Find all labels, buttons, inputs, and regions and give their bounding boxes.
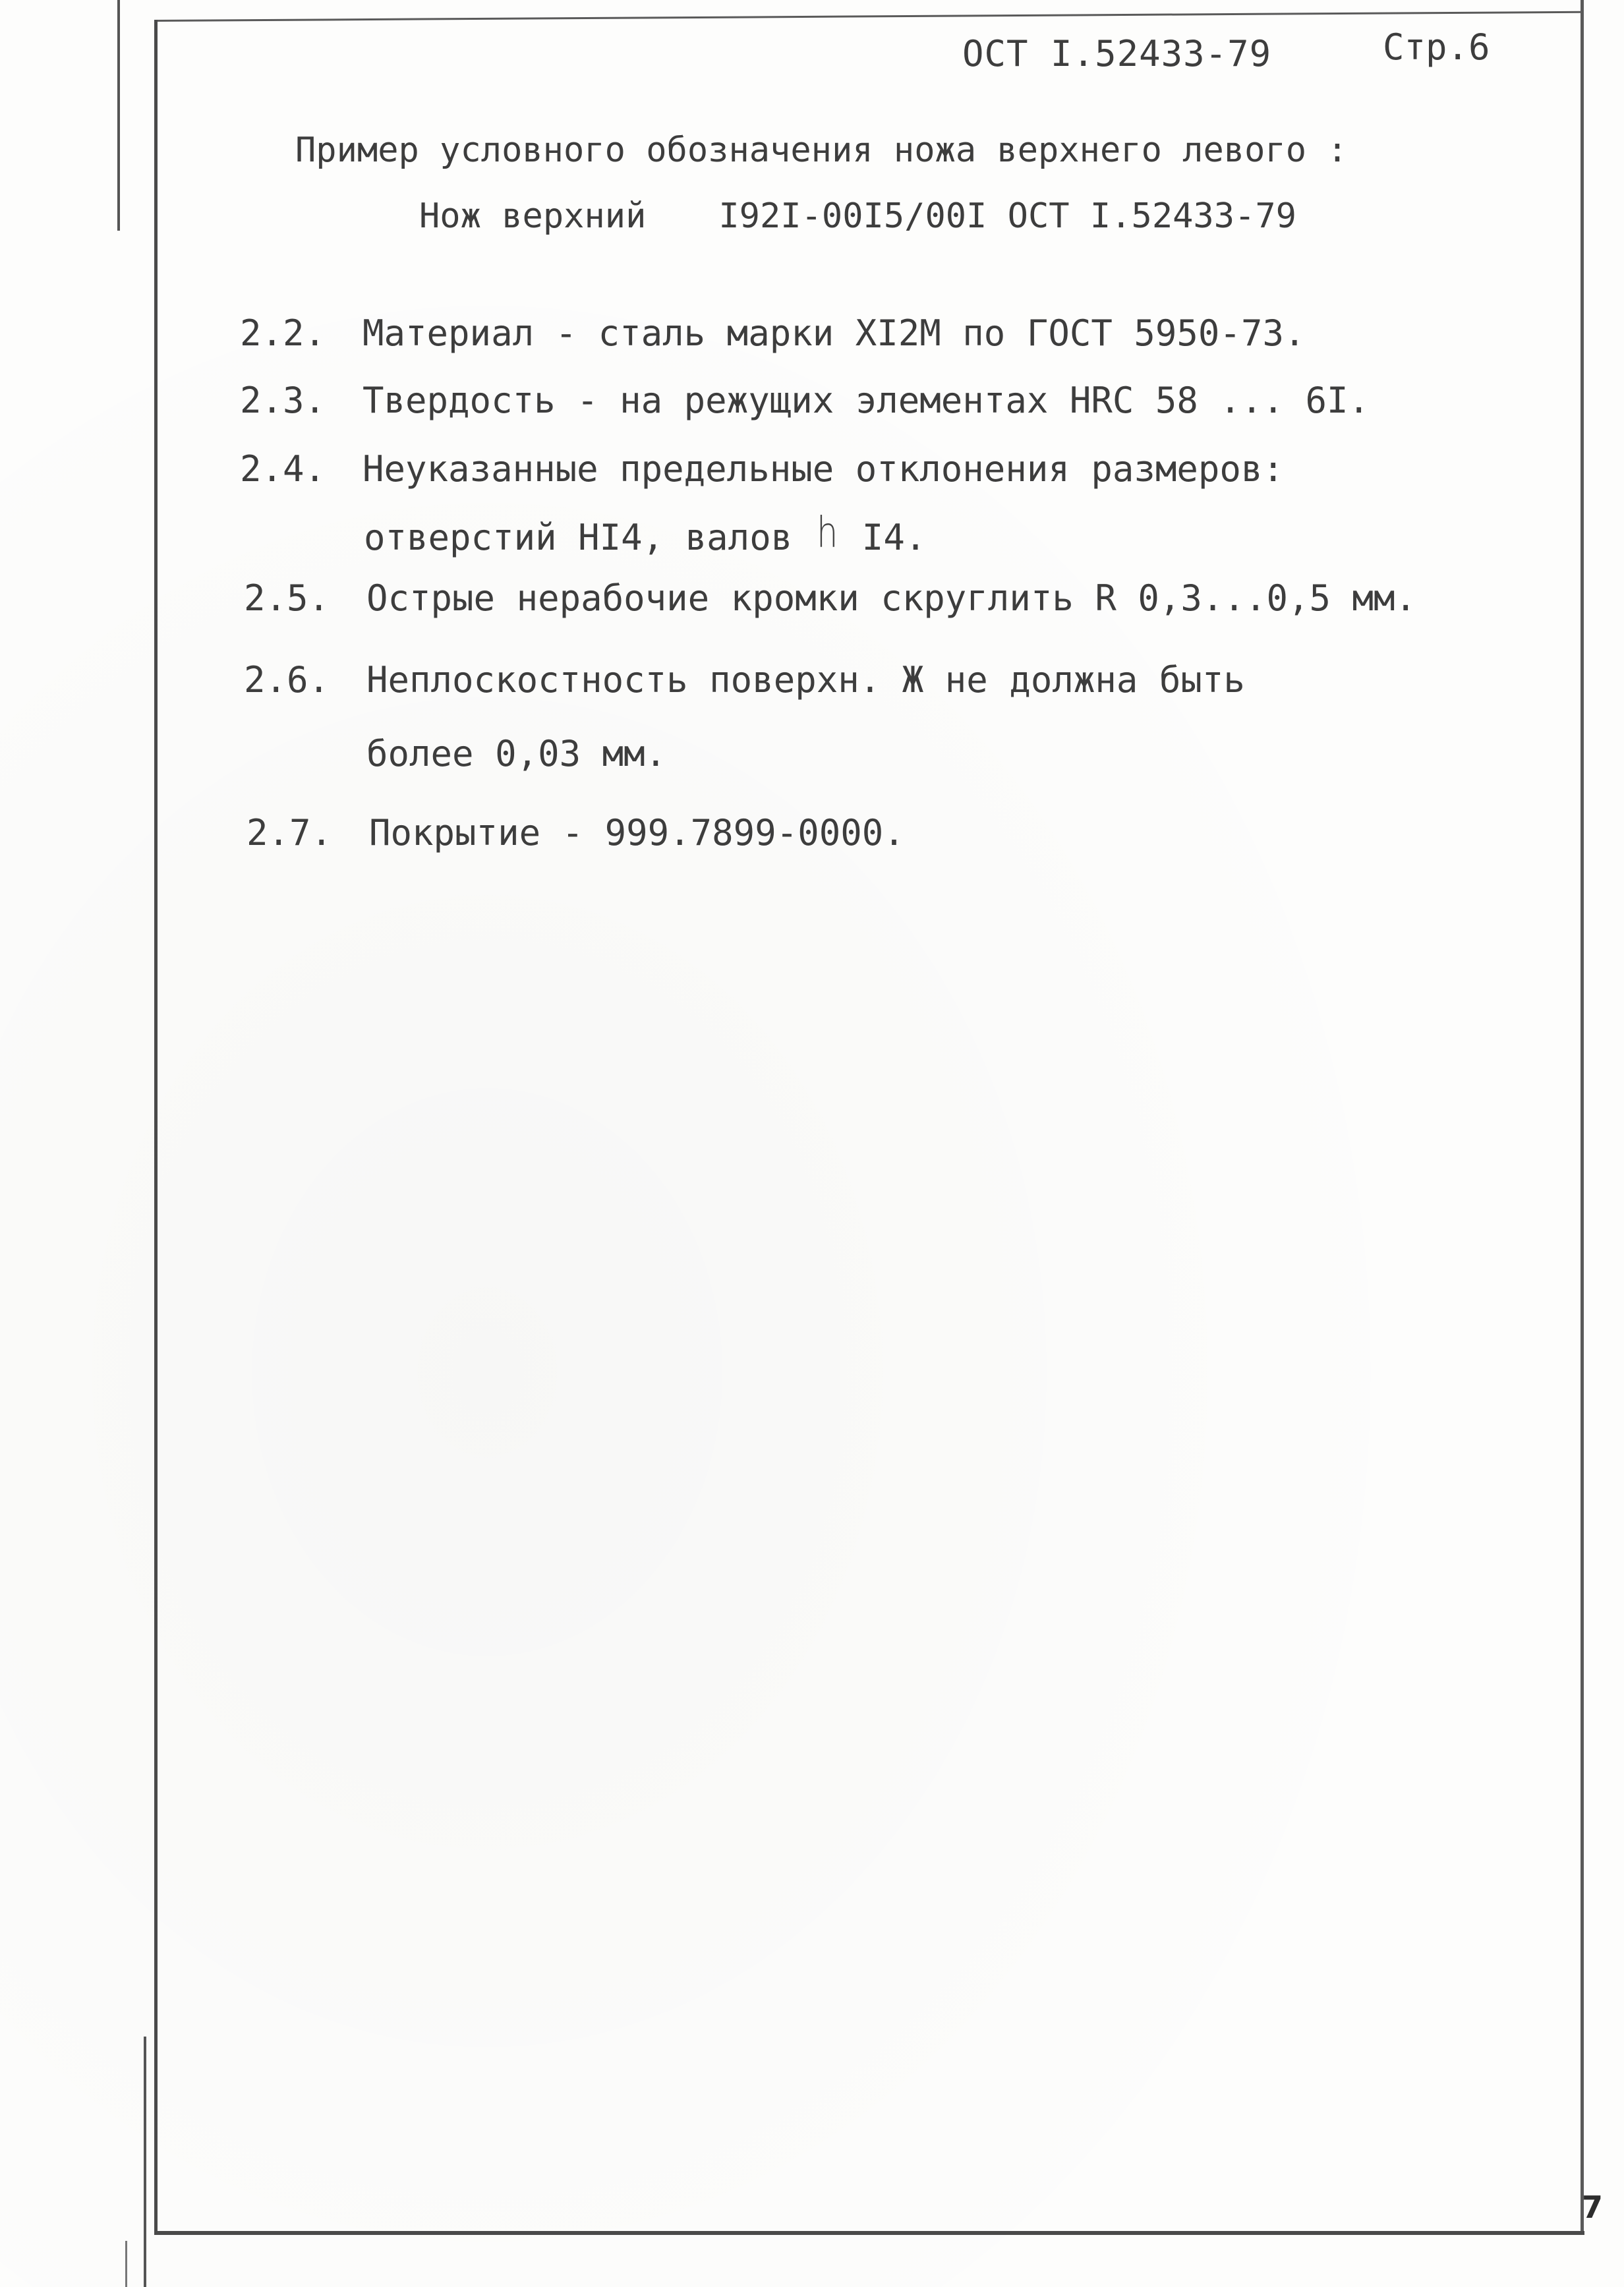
tolerance-text: отверстий HI4, валов bbox=[364, 517, 814, 558]
frame-left-border bbox=[154, 20, 158, 2234]
spec-item-2-6-continuation: более 0,03 мм. bbox=[366, 733, 667, 774]
handwritten-h: h bbox=[816, 509, 838, 558]
example-part-code: I92I-00I5/00I ОСТ I.52433-79 bbox=[718, 196, 1296, 236]
item-text: Неуказанные предельные отклонения размеров: bbox=[362, 448, 1284, 490]
item-number: 2.6. bbox=[244, 659, 330, 701]
item-text: Острые нерабочие кромки скруглить R 0,3...0,5 мм. bbox=[366, 577, 1417, 619]
example-designation bbox=[419, 196, 1296, 236]
example-title: Пример условного обозначения ножа верхнего левого : bbox=[295, 130, 1348, 170]
frame-top-border bbox=[154, 11, 1583, 22]
frame-bottom-border bbox=[154, 2231, 1584, 2235]
binding-margin-tick bbox=[125, 2241, 127, 2287]
item-text: Неплоскостность поверхн. Ж не должна быть bbox=[366, 659, 1245, 701]
page-number: Стр.6 bbox=[1383, 26, 1490, 68]
example-part-name: Нож верхний bbox=[419, 196, 647, 236]
item-text: Материал - сталь марки XI2M по ГОСТ 5950-73. bbox=[362, 312, 1306, 354]
item-number: 2.7. bbox=[246, 812, 333, 854]
document-code: ОСТ I.52433-79 bbox=[962, 33, 1272, 74]
tolerance-text-end: I4. bbox=[840, 517, 927, 558]
item-number: 2.5. bbox=[244, 577, 330, 619]
item-text: Твердость - на режущих элементах HRC 58 ... 6I. bbox=[362, 380, 1370, 421]
item-number: 2.3. bbox=[240, 380, 326, 421]
frame-right-border bbox=[1580, 0, 1584, 2235]
sheet-corner-number: 7 bbox=[1582, 2189, 1604, 2225]
item-number: 2.2. bbox=[240, 312, 326, 354]
item-text: Покрытие - 999.7899-0000. bbox=[369, 812, 905, 854]
binding-margin-line-lower bbox=[144, 2037, 146, 2287]
page-header bbox=[0, 26, 1624, 72]
item-number: 2.4. bbox=[240, 448, 326, 490]
spec-item-2-4-continuation bbox=[364, 511, 926, 560]
